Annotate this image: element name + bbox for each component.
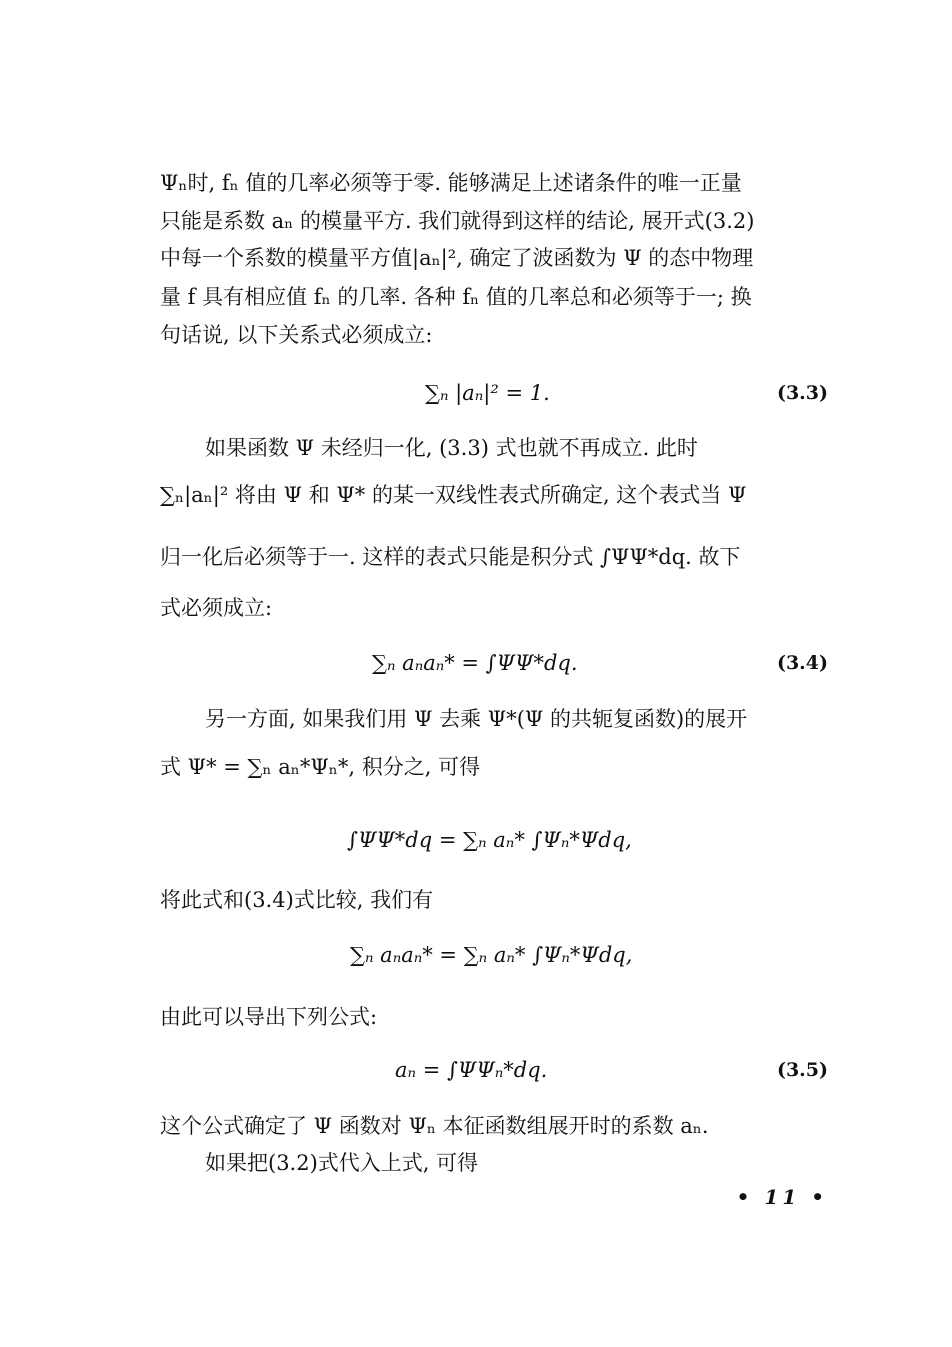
text-line: Ψₙ时, fₙ 值的几率必须等于零. 能够满足上述诸条件的唯一正量 xyxy=(160,171,742,195)
equation-3-3: ∑ₙ |aₙ|² = 1. xyxy=(425,381,550,405)
equation-3-5: aₙ = ∫ΨΨₙ*dq. xyxy=(395,1058,548,1082)
equation-3-4: ∑ₙ aₙaₙ* = ∫ΨΨ*dq. xyxy=(372,651,578,675)
text-line: 这个公式确定了 Ψ 函数对 Ψₙ 本征函数组展开时的系数 aₙ. xyxy=(160,1114,709,1138)
text-line: 量 f 具有相应值 fₙ 的几率. 各种 fₙ 值的几率总和必须等于一; 换 xyxy=(160,285,752,309)
text-line: 中每一个系数的模量平方值|aₙ|², 确定了波函数为 Ψ 的态中物理 xyxy=(160,246,754,270)
equation-number: (3.3) xyxy=(776,382,828,404)
equation-comparison: ∑ₙ aₙaₙ* = ∑ₙ aₙ* ∫Ψₙ*Ψdq, xyxy=(350,943,633,967)
text-line: 句话说, 以下关系式必须成立: xyxy=(160,323,433,347)
text-line: 将此式和(3.4)式比较, 我们有 xyxy=(160,888,434,912)
equation-number: (3.4) xyxy=(776,652,828,674)
text-line: 如果函数 Ψ 未经归一化, (3.3) 式也就不再成立. 此时 xyxy=(205,436,698,460)
page-number: • 11 • xyxy=(736,1185,828,1209)
text-line: 如果把(3.2)式代入上式, 可得 xyxy=(205,1151,479,1175)
text-line: 只能是系数 aₙ 的模量平方. 我们就得到这样的结论, 展开式(3.2) xyxy=(160,209,755,233)
text-line: 式 Ψ* = ∑ₙ aₙ*Ψₙ*, 积分之, 可得 xyxy=(160,755,481,779)
text-line: 由此可以导出下列公式: xyxy=(160,1005,378,1029)
equation-number: (3.5) xyxy=(776,1059,828,1081)
text-line: 式必须成立: xyxy=(160,596,273,620)
equation-integral: ∫ΨΨ*dq = ∑ₙ aₙ* ∫Ψₙ*Ψdq, xyxy=(347,828,632,852)
text-line: 另一方面, 如果我们用 Ψ 去乘 Ψ*(Ψ 的共轭复函数)的展开 xyxy=(205,707,748,731)
text-line: 归一化后必须等于一. 这样的表式只能是积分式 ∫ΨΨ*dq. 故下 xyxy=(160,545,741,569)
text-line: ∑ₙ|aₙ|² 将由 Ψ 和 Ψ* 的某一双线性表式所确定, 这个表式当 Ψ xyxy=(160,483,747,507)
